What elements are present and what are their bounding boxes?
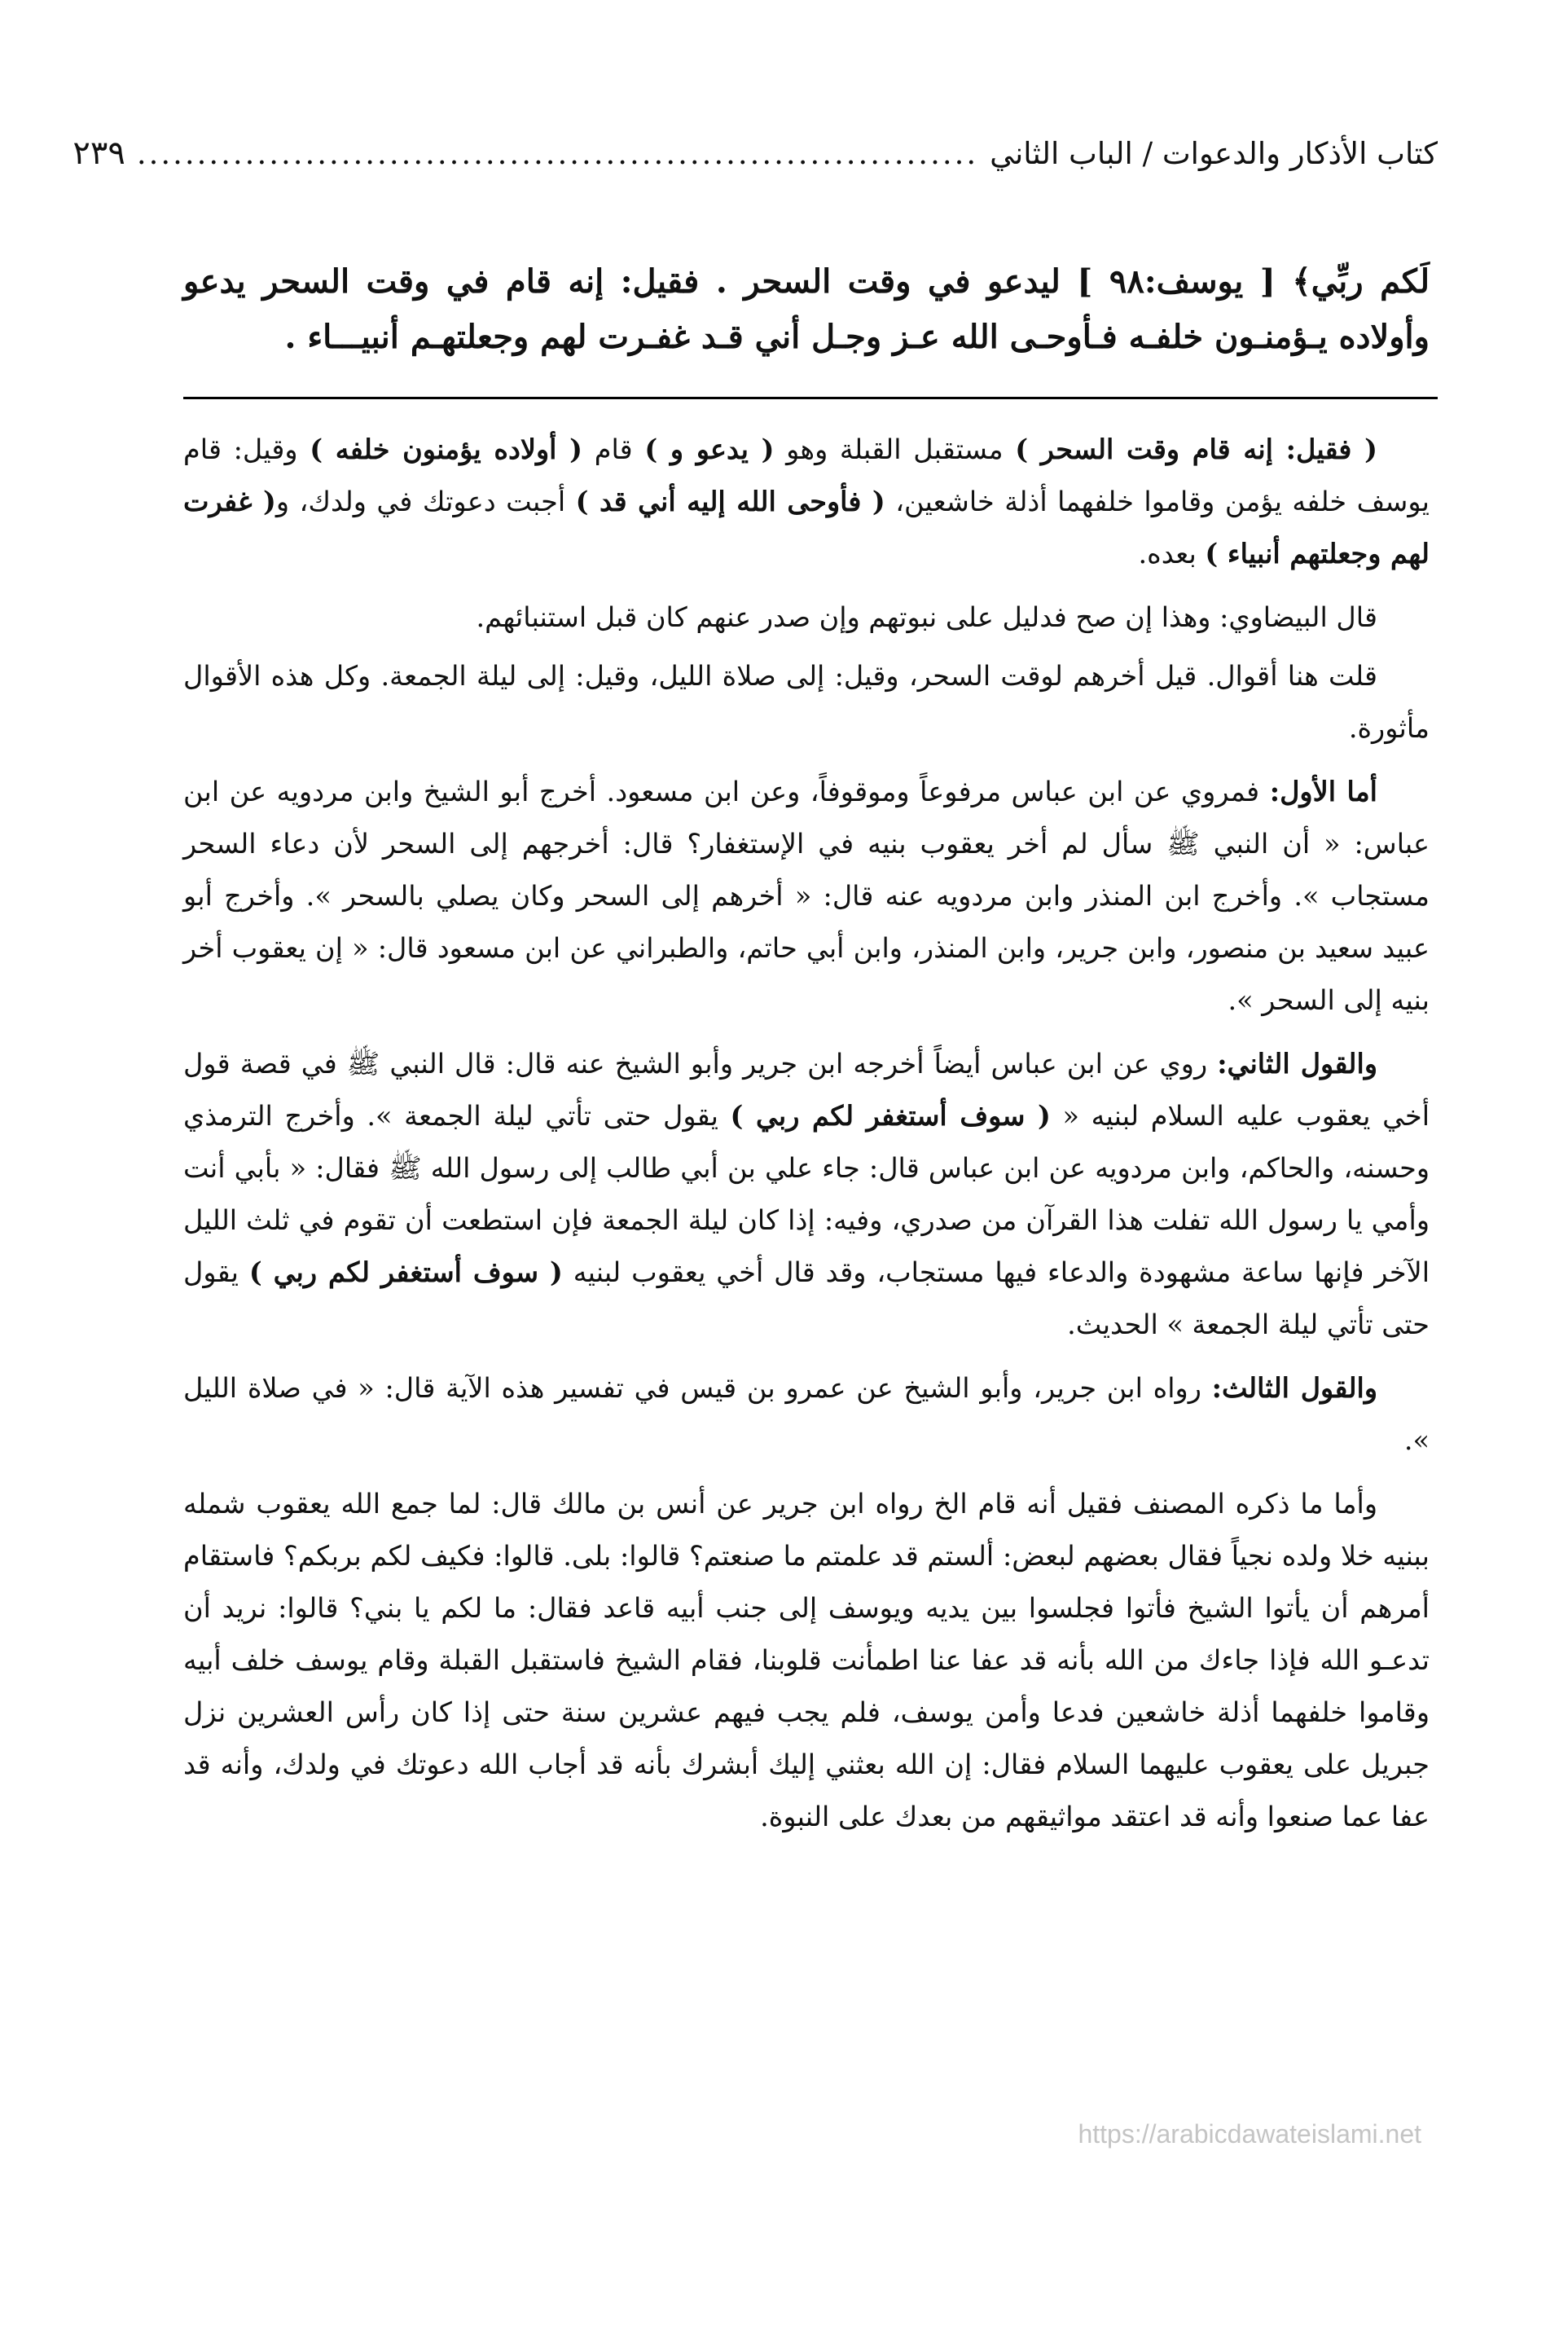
commentary-paragraph-1 — [183, 424, 1430, 580]
separator-rule — [183, 397, 1438, 399]
quoted-phrase: ( سوف أستغفر لكم ربي ) — [730, 1100, 1051, 1132]
commentary — [183, 424, 1430, 1854]
commentary-text: بعده. — [1138, 538, 1206, 570]
commentary-paragraph-7: وأما ما ذكره المصنف فقيل أنه قام الخ رواه ابن جرير عن أنس بن مالك قال: لما جمع الله يعقوب شمله ببنيه خلا ولده نجياً فقال بعضهم لبعض: ألستم قد علمتم ما صنعتم؟ قالوا: بلى. قالوا: فكيف لكم بربكم؟ فاستقام أمرهم أن يأتوا الشيخ فأتوا فجلسوا بين يديه ويوسف إلى جنب أبيه قاعد فقال: ما لكم يا بني؟ قالوا: نريد أن تدعـو الله فإذا جاءك من الله بأنه قد عفا عنا اطمأنت قلوبنا، فقام الشيخ فاستقبل القبلة وقام يوسف خلف أبيه وقاموا خلفهما أذلة خاشعين فدعا وأمن يوسف، فلم يجب فيهم عشرين سنة حتى إذا كان رأس العشرين نزل جبريل على يعقوب عليهما السلام فقال: إن الله بعثني إليك أبشرك بأنه قد أجاب الله دعوتك في ولدك، وأنه قد عفا عما صنعوا وأنه قد اعتقد مواثيقهم من بعدك على النبوة. — [183, 1488, 1430, 1832]
commentary-text: مستقبل القبلة وهو — [774, 433, 1016, 465]
commentary-paragraph-5 — [183, 1038, 1430, 1351]
commentary-paragraph-4 — [183, 766, 1430, 1027]
quoted-phrase: ( يدعو و ) — [644, 433, 775, 465]
commentary-text: يقول حتى تأتي ليلة الجمعة » الحديث. — [183, 1256, 1430, 1340]
header-title: كتاب الأذكار والدعوات / الباب الثاني — [990, 136, 1438, 171]
commentary-paragraph-6 — [183, 1362, 1430, 1467]
commentary-text: أجبت دعوتك في ولدك، و — [275, 486, 576, 517]
commentary-text: قام — [582, 433, 645, 465]
running-header — [72, 134, 1438, 191]
quoted-phrase: ( سوف أستغفر لكم ربي ) — [248, 1256, 563, 1288]
commentary-paragraph-3: قلت هنا أقوال. قيل أخرهم لوقت السحر، وقيل: إلى صلاة الليل، وقيل: إلى ليلة الجمعة. وكل هذه الأقوال مأثورة. — [183, 660, 1430, 744]
header-dot-leader: ...................................................................... — [136, 136, 979, 171]
commentary-text: يقول حتى تأتي ليلة الجمعة ». وأخرج الترمذي وحسنه، والحاكم، وابن مردويه عن ابن عباس قال: جاء علي بن أبي طالب إلى رسول الله ﷺ فقال: « بأبي أنت وأمي يا رسول الله تفلت هذا القرآن من صدري، وفيه: إذا كان ليلة الجمعة فإن استطعت أن تقوم في ثلث الليل الآخر فإنها ساعة مشهودة والدعاء فيها مستجاب، وقد قال أخي يعقوب لبنيه — [183, 1100, 1430, 1288]
page-number: ٢٣٩ — [72, 134, 125, 172]
quoted-phrase: ( أولاده يؤمنون خلفه ) — [310, 433, 583, 465]
paragraph-lead: والقول الثالث: — [1211, 1372, 1378, 1404]
paragraph-lead: أما الأول: — [1269, 776, 1377, 807]
watermark-url: https://arabicdawateislami.net — [1078, 2119, 1421, 2149]
paragraph-lead: والقول الثاني: — [1217, 1048, 1377, 1080]
main-text — [183, 254, 1430, 365]
main-text-body: لَكم ربِّي﴾ [ يوسف:٩٨ ] ليدعو في وقت السحر . فقيل: إنه قام في وقت السحر يدعو وأولاده يـؤمنـون خلفـه فـأوحـى الله عـز وجـل أني قـد غفـرت لهم وجعلتهـم أنبيـــاء . — [183, 262, 1430, 356]
commentary-text: روي عن ابن عباس أيضاً أخرجه ابن جرير وأبو الشيخ عنه قال: قال النبي ﷺ في قصة قول أخي يعقوب عليه السلام لبنيه « — [183, 1048, 1430, 1132]
quoted-phrase: ( غفرت لهم وجعلتهم أنبياء ) — [183, 486, 1430, 570]
commentary-paragraph-2: قال البيضاوي: وهذا إن صح فدليل على نبوتهم وإن صدر عنهم كان قبل استنبائهم. — [476, 601, 1377, 633]
quoted-phrase: ( فأوحى الله إليه أني قد ) — [575, 486, 885, 517]
commentary-text: فمروي عن ابن عباس مرفوعاً وموقوفاً، وعن ابن مسعود. أخرج أبو الشيخ وابن مردويه عن ابن عباس: « أن النبي ﷺ سأل لم أخر يعقوب بنيه في الإستغفار؟ قال: أخرجهم إلى السحر لأن دعاء السحر مستجاب ». وأخرج ابن المنذر وابن مردويه عنه قال: « أخرهم إلى السحر وكان يصلي بالسحر ». وأخرج أبو عبيد سعيد بن منصور، وابن جرير، وابن المنذر، وابن أبي حاتم، والطبراني عن ابن مسعود قال: « إن يعقوب أخر بنيه إلى السحر ». — [183, 776, 1430, 1016]
commentary-text: رواه ابن جرير، وأبو الشيخ عن عمرو بن قيس في تفسير هذه الآية قال: « في صلاة الليل ». — [183, 1372, 1430, 1456]
quoted-phrase: ( فقيل: إنه قام وقت السحر ) — [1015, 433, 1377, 465]
commentary-text: وقيل: قام يوسف خلفه يؤمن وقاموا خلفهما أذلة خاشعين، — [183, 433, 1430, 517]
